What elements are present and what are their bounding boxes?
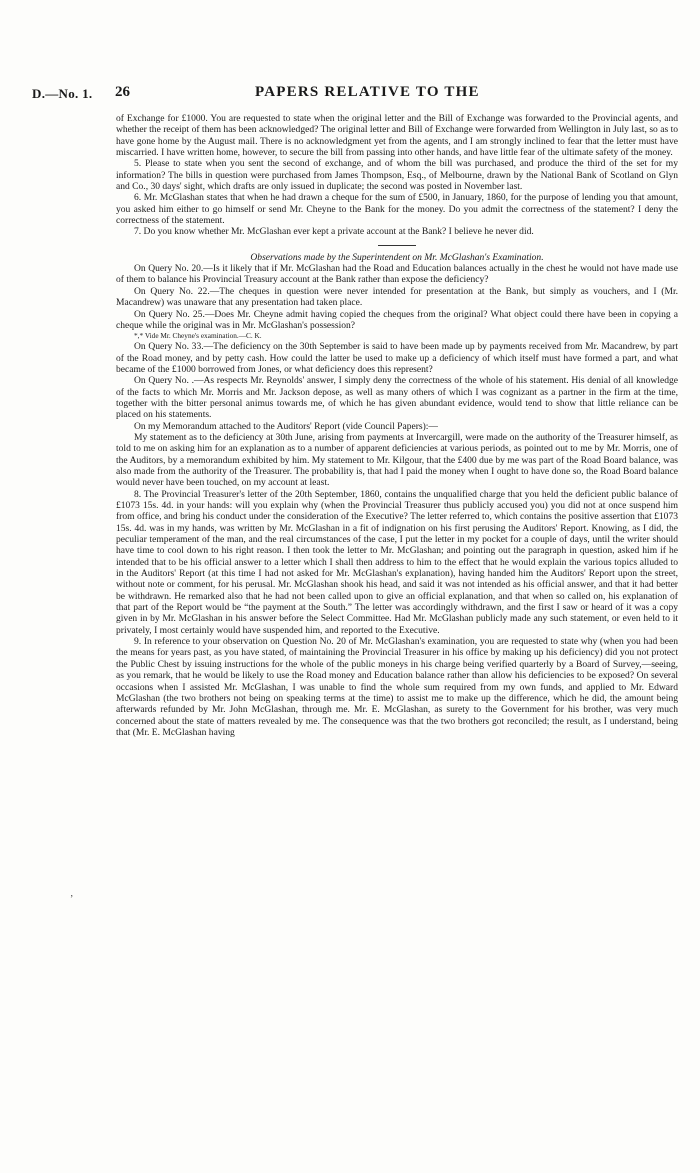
running-title: PAPERS RELATIVE TO THE [255,84,480,100]
section-divider [378,245,416,246]
page-number: 26 [115,84,130,100]
paper-reference: D.—No. 1. [32,86,93,101]
paragraph: of Exchange for £1000. You are requested to state when the original letter and the Bill of Exchange was forwarded to the Provincial agents, and whether the receipt of them has been acknowledged? The original letter and Bill of Exchange were forwarded from Wellington in July last, so as to have gone home by the August mail. There is no acknowledgment yet from the agents, and I am strongly inclined to fear that the letter must have miscarried. I have written home, however, to secure the bill from passing into other hands, and have little fear of the ultimate safety of the money. [116,113,678,159]
paragraph: My statement as to the deficiency at 30th June, arising from payments at Invercargill, were made on the authority of the Treasurer himself, as told to me on asking him for an explanation as to a number of apparent deficiencies at various periods, as pointed out to me by Mr. Morris, one of the Auditors, by a memorandum exhibited by him. My statement to Mr. Kilgour, that the £400 due by me was part of the Road Board balance, was also made from the authority of the Treasurer. The probability is, that had I paid the money when I ought to have done so, the Road Board balance would never have been touched, on my account at least. [116,431,678,489]
page-header [0,86,700,106]
paragraph: On Query No. 33.—The deficiency on the 30th September is said to have been made up by payments received from Mr. Macandrew, by part of the Road money, and by petty cash. How could the latter be used to make up a deficiency of which itself must have formed a part, and what became of the £1000 borrowed from Jones, or what deficiency does this represent? [116,341,678,375]
paragraph: On Query No. 22.—The cheques in question were never intended for presentation at the Bank, but simply as vouchers, and I (Mr. Macandrew) was unaware that any presentation had taken place. [116,285,678,309]
paragraph: 8. The Provincial Treasurer's letter of the 20th September, 1860, contains the unqualified charge that you held the deficient public balance of £1073 15s. 4d. in your hands: will you explain why (when the Provincial Treasurer thus publicly accused you) you did not at once suspend him from office, and bring his conduct under the consideration of the Executive? The letter referred to, which contains the positive assertion that £1073 15s. 4d. was in my hands, was written by Mr. McGlashan in a fit of indignation on his first perusing the Auditors' Report. Knowing, as I did, the peculiar temperament of the man, and the real circumstances of the case, I put the letter in my pocket for a couple of days, until the writer should have time to cool down to his right reason. I then took the letter to Mr. McGlashan; and pointing out the paragraph in question, asked him if he intended that to be his official answer to a letter which I shall then address to him to the effect that he would explain the various topics alluded to in the Auditors' Report (at this time I had not asked for Mr. McGlashan's explanation), having handed him the Auditors' Report upon the street, without note or comment, for his perusal. Mr. McGlashan shook his head, and said it was not intended as his official answer, and that it had better be withdrawn. He remarked also that he had not been called upon to give an official explanation, and that when so called on, his explanation of that part of the Report would be “the payment at the South.” The letter was accordingly withdrawn, and the first I saw or heard of it was a copy given in by Mr. McGlashan in his answer before the Select Committee. Had Mr. McGlashan publicly made any such statement, or even held to it privately, I most certainly would have suspended him, and reported to the Executive. [116,488,678,636]
paragraph: 9. In reference to your observation on Question No. 20 of Mr. McGlashan's examination, you are requested to state why (when you had been the means for years past, as you have stated, of maintaining the Provincial Treasurer in his office by making up his deficiency) did you not protect the Public Chest by issuing instructions for the whole of the public moneys in his charge being verified quarterly by a Board of Survey,—seeing, as you remark, that he would be likely to use the Road money and Education balance rather than allow his deficiencies to be exposed? On several occasions when I assisted Mr. McGlashan, I was unable to find the whole sum required from my own funds, and applied to Mr. Edward McGlashan (the two brothers not being on speaking terms at the time) to assist me to make up the difference, which he did, the amount being afterwards refunded by Mr. John McGlashan, through me. Mr. E. McGlashan, as surety to the Government for his brother, was very much concerned about the state of matters revealed by me. The consequence was that the two brothers got reconciled; the result, as I understand, being that (Mr. E. McGlashan having [116,636,678,738]
margin-mark: ʼ [70,894,74,905]
paragraph: 6. Mr. McGlashan states that when he had drawn a cheque for the sum of £500, in January, 1860, for the purpose of lending you that amount, you asked him either to go himself or send Mr. Cheyne to the Bank for the money. Do you admit the correctness of the statement? I deny the correctness of the statement. [116,192,678,227]
paragraph: On Query No. 25.—Does Mr. Cheyne admit having copied the cheques from the original? What object could there have been in copying a cheque while the original was in Mr. McGlashan's possession? [116,308,678,331]
section-heading: Observations made by the Superintendent on Mr. McGlashan's Examination. [250,251,544,263]
body-text [116,113,678,738]
paragraph: On my Memorandum attached to the Auditors' Report (vide Council Papers):— [134,420,438,432]
paragraph: 5. Please to state when you sent the second of exchange, and of whom the bill was purchased, and produce the third of the set for my information? The bills in question were purchased from James Thompson, Esq., of Melbourne, drawn by the National Bank of Scotland on Glyn and Co., 30 days' sight, which drafts are only issued in duplicate; the second was posted in November last. [116,158,678,193]
footnote: *,* Vide Mr. Cheyne's examination.—C. K. [134,331,262,341]
paragraph: On Query No. .—As respects Mr. Reynolds' answer, I simply deny the correctness of the whole of his statement. His denial of all knowledge of the facts to which Mr. Morris and Mr. Jackson depose, as well as many others of which I was cognizant as a partner in the firm at the time, together with the bitter personal animus towards me, of which he has given abundant evidence, would tend to show that little reliance can be placed on his statements. [116,375,678,421]
paragraph: 7. Do you know whether Mr. McGlashan ever kept a private account at the Bank? I believe he never did. [134,226,534,238]
paragraph: On Query No. 20.—Is it likely that if Mr. McGlashan had the Road and Education balances actually in the chest he would not have made use of them to balance his Provincial Treasury account at the Bank rather than expose the deficiency? [116,263,678,286]
